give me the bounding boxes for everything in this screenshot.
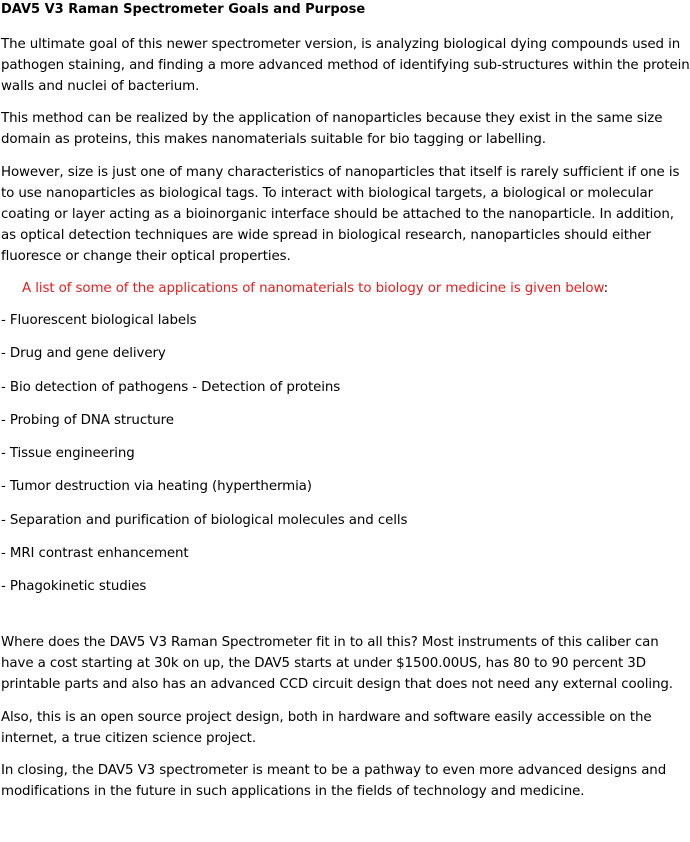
applications-list [1,310,690,610]
paragraph-closing: In closing, the DAV5 V3 spectrometer is meant to be a pathway to even more advanced designs and modifications in the future in such applications in the fields of technology and medicine. [1,762,667,799]
list-item: - Bio detection of pathogens - Detection of proteins [1,379,341,395]
document-title: DAV5 V3 Raman Spectrometer Goals and Purpose [1,2,366,17]
list-item: - Tumor destruction via heating (hyperthermia) [1,479,312,495]
list-item: - MRI contrast enhancement [1,546,189,562]
applications-intro-highlight: A list of some of the applications of nanomaterials to biology or medicine is given below [22,281,604,296]
applications-intro-colon: : [603,281,609,296]
paragraph-cost: Where does the DAV5 V3 Raman Spectrometer fit in to all this? Most instruments of this caliber can have a cost starting at 30k on up, the DAV5 starts at under $1500.00US, has 80 to 90 percent 3D printable parts and also has an advanced CCD circuit design that does not need any external cooling. [1,634,673,692]
list-item: - Separation and purification of biological molecules and cells [1,512,408,528]
list-item: - Probing of DNA structure [1,412,174,428]
applications-intro [1,278,690,299]
paragraph-goal: The ultimate goal of this newer spectrometer version, is analyzing biological dying compounds used in pathogen staining, and finding a more advanced method of identifying sub-structures within the protein walls and nuclei of bacterium. [1,37,690,94]
paragraph-method: This method can be realized by the application of nanoparticles because they exist in the same size domain as proteins, this makes nanomaterials suitable for bio tagging or labelling. [1,111,663,147]
list-item: - Tissue engineering [1,446,135,462]
paragraph-open-source: Also, this is an open source project design, both in hardware and software easily accessible on the internet, a true citizen science project. [1,709,652,746]
list-item: - Drug and gene delivery [1,346,166,362]
list-item: - Phagokinetic studies [1,579,147,595]
list-item: - Fluorescent biological labels [1,313,197,328]
paragraph-nanoparticles: However, size is just one of many characteristics of nanoparticles that itself is rarely sufficient if one is to use nanoparticles as biological tags. To interact with biological targets, a biological or molecular coating or layer acting as a bioinorganic interface should be attached to the nanoparticle. In addition, as optical detection techniques are wide spread in biological research, nanoparticles should either fluoresce or change their optical properties. [1,165,680,264]
